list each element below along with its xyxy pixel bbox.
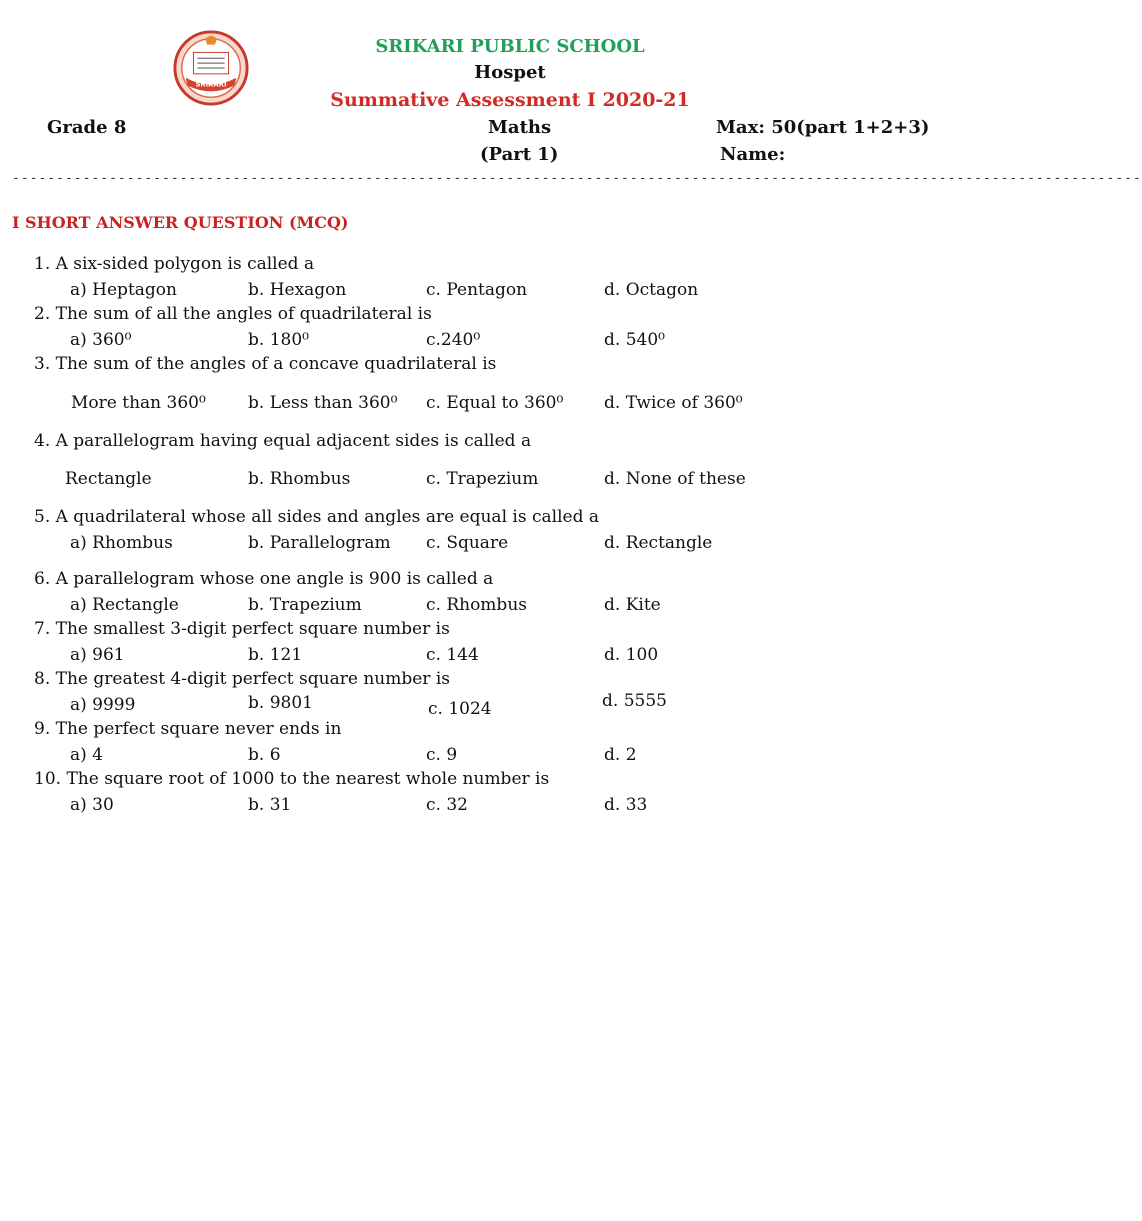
answer-option: b. Trapezium — [248, 595, 362, 615]
school-city: Hospet — [474, 62, 546, 83]
answer-option: a) 9999 — [70, 695, 136, 715]
answer-option: c. 9 — [426, 745, 458, 765]
grade-label: Grade 8 — [47, 117, 127, 138]
answer-option: b. 6 — [248, 745, 281, 765]
answer-option: c. 144 — [426, 645, 479, 665]
question-text: 8. The greatest 4-digit perfect square number is — [34, 669, 450, 689]
answer-option: b. Parallelogram — [248, 533, 391, 553]
logo-text: SRIKARI — [195, 80, 227, 89]
question-text: 2. The sum of all the angles of quadrilateral is — [34, 304, 432, 324]
answer-option: d. 33 — [604, 795, 648, 815]
answer-option: c. 1024 — [428, 699, 492, 719]
answer-option: b. Hexagon — [248, 280, 347, 300]
part-label: (Part 1) — [480, 144, 559, 165]
answer-option: b. 31 — [248, 795, 292, 815]
question-text: 6. A parallelogram whose one angle is 900 is called a — [34, 569, 494, 589]
subject-label: Maths — [488, 117, 552, 138]
answer-option: d. Twice of 360⁰ — [604, 393, 743, 413]
question-text: 9. The perfect square never ends in — [34, 719, 342, 739]
answer-option: b. Less than 360⁰ — [248, 393, 398, 413]
answer-option: b. 9801 — [248, 693, 313, 713]
answer-option: d. 540⁰ — [604, 330, 665, 350]
answer-option: c.240⁰ — [426, 330, 481, 350]
answer-option: b. 180⁰ — [248, 330, 309, 350]
divider-line: -------------------------------------------------------------------------------------------------------------------------------- — [12, 171, 1142, 186]
answer-option: d. 5555 — [602, 691, 667, 711]
answer-option: a) 961 — [70, 645, 125, 665]
answer-option: d. Kite — [604, 595, 661, 615]
answer-option: c. Equal to 360⁰ — [426, 393, 564, 413]
answer-option: a) Rhombus — [70, 533, 173, 553]
question-text: 1. A six-sided polygon is called a — [34, 254, 315, 274]
answer-option: d. 2 — [604, 745, 637, 765]
answer-option: d. Rectangle — [604, 533, 713, 553]
answer-option: a) 30 — [70, 795, 114, 815]
answer-option: d. Octagon — [604, 280, 699, 300]
answer-option: a) 360⁰ — [70, 330, 132, 350]
answer-option: b. Rhombus — [248, 469, 351, 489]
answer-option: c. Rhombus — [426, 595, 527, 615]
max-marks: Max: 50(part 1+2+3) — [716, 117, 930, 138]
answer-option: c. Trapezium — [426, 469, 539, 489]
answer-option: c. Square — [426, 533, 509, 553]
answer-option: a) 4 — [70, 745, 103, 765]
answer-option: c. Pentagon — [426, 280, 528, 300]
answer-option: c. 32 — [426, 795, 468, 815]
answer-option: More than 360⁰ — [71, 393, 206, 413]
question-text: 7. The smallest 3-digit perfect square number is — [34, 619, 450, 639]
name-field-label: Name: — [720, 144, 786, 165]
answer-option: b. 121 — [248, 645, 303, 665]
section-title: I SHORT ANSWER QUESTION (MCQ) — [12, 213, 349, 232]
question-text: 5. A quadrilateral whose all sides and angles are equal is called a — [34, 507, 599, 527]
answer-option: d. 100 — [604, 645, 659, 665]
assessment-title: Summative Assessment I 2020-21 — [330, 89, 690, 111]
question-text: 10. The square root of 1000 to the nearest whole number is — [34, 769, 550, 789]
answer-option: d. None of these — [604, 469, 746, 489]
question-text: 4. A parallelogram having equal adjacent sides is called a — [34, 431, 532, 451]
answer-option: Rectangle — [65, 469, 152, 489]
answer-option: a) Rectangle — [70, 595, 179, 615]
answer-option: a) Heptagon — [70, 280, 177, 300]
question-text: 3. The sum of the angles of a concave quadrilateral is — [34, 354, 497, 374]
school-name: SRIKARI PUBLIC SCHOOL — [375, 36, 645, 57]
